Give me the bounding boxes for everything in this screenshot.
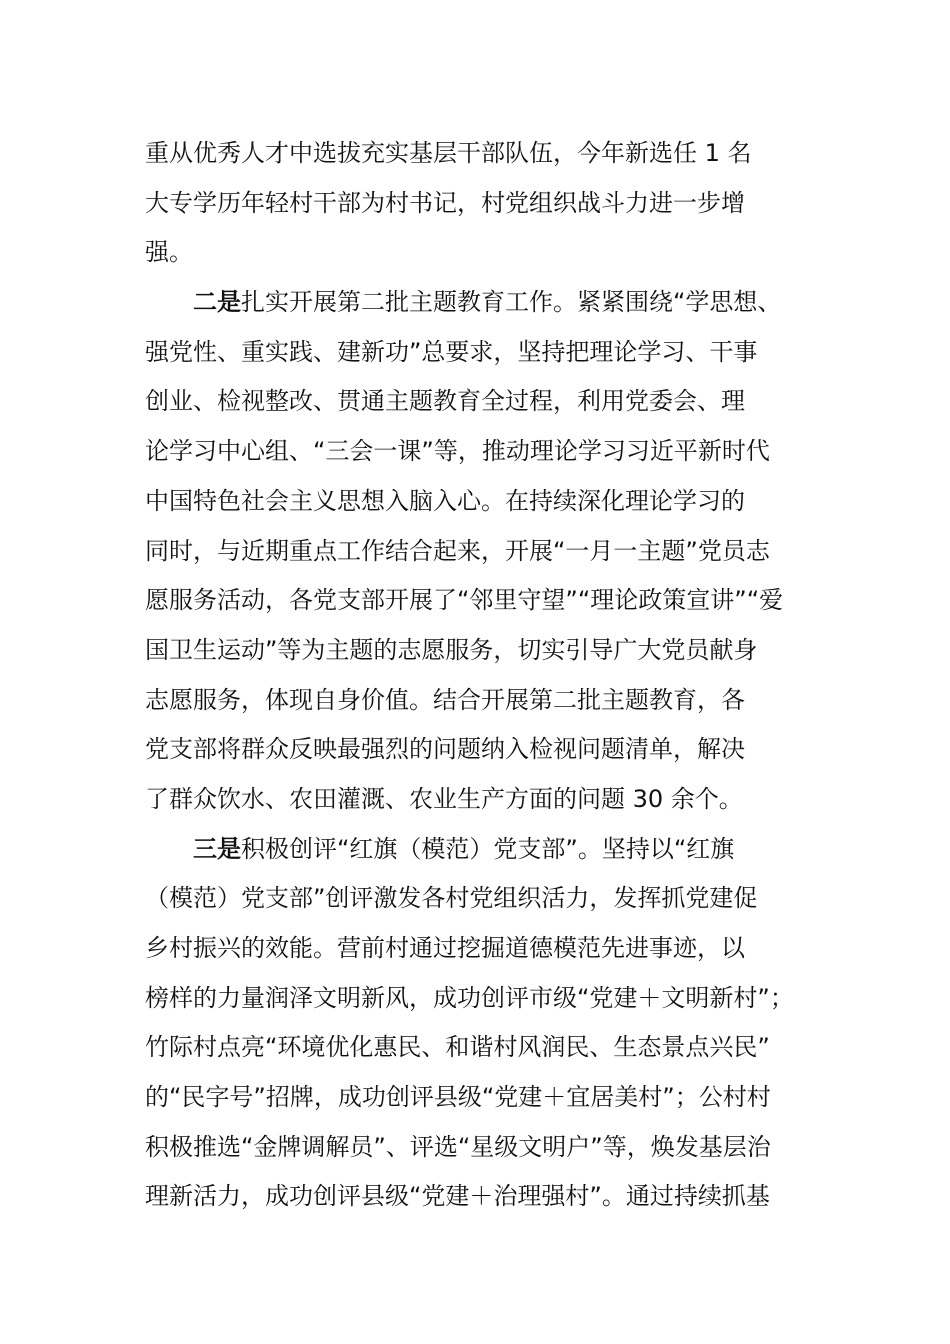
paragraph-lead: 二是 — [193, 288, 241, 317]
paragraph-lead: 三是 — [193, 834, 241, 863]
line-text: 强党性、重实践、建新功”总要求，坚持把理论学习、干事 — [145, 337, 758, 366]
line-text: 榜样的力量润泽文明新风，成功创评市级“党建＋文明新村”； — [145, 983, 794, 1012]
line-text: 中国特色社会主义思想入脑入心。在持续深化理论学习的 — [145, 486, 745, 515]
line-text: 党支部将群众反映最强烈的问题纳入检视问题清单，解决 — [145, 735, 745, 764]
line-text: （模范）党支部”创评激发各村党组织活力，发挥抓党建促 — [145, 884, 758, 913]
line-text: 积极创评“红旗（模范）党支部”。坚持以“红旗 — [241, 834, 735, 863]
text-line — [145, 427, 825, 477]
text-line — [145, 924, 825, 974]
text-line — [145, 328, 825, 378]
text-line — [145, 129, 825, 179]
text-line — [145, 1172, 825, 1222]
line-text: 乡村振兴的效能。营前村通过挖掘道德模范先进事迹，以 — [145, 934, 745, 962]
text-line — [145, 1023, 825, 1073]
text-line — [145, 477, 825, 527]
line-text: 竹际村点亮“环境优化惠民、和谐村风润民、生态景点兴民” — [145, 1033, 770, 1062]
line-text: 的“民字号”招牌，成功创评县级“党建＋宜居美村”；公村村 — [145, 1083, 771, 1112]
text-line — [145, 377, 825, 427]
paragraph-start-line — [145, 278, 825, 328]
line-text: 同时，与近期重点工作结合起来，开展“一月一主题”党员志 — [145, 536, 770, 565]
text-line — [145, 874, 825, 924]
line-text: 扎实开展第二批主题教育工作。紧紧围绕“学思想、 — [241, 288, 782, 317]
text-line — [145, 179, 825, 229]
text-line — [145, 626, 825, 676]
text-line — [145, 1073, 825, 1123]
text-line — [145, 527, 825, 577]
line-text: 大专学历年轻村干部为村书记，村党组织战斗力进一步增 — [145, 188, 745, 217]
text-line — [145, 775, 825, 825]
line-text: 创业、检视整改、贯通主题教育全过程，利用党委会、理 — [145, 387, 745, 416]
body-text — [145, 129, 825, 1222]
line-text: 理新活力，成功创评县级“党建＋治理强村”。通过持续抓基 — [145, 1182, 770, 1211]
line-text: 重从优秀人才中选拔充实基层干部队伍，今年新选任 1 名 — [145, 139, 752, 167]
paragraph-start-line — [145, 825, 825, 875]
text-line — [145, 576, 825, 626]
line-text: 积极推选“金牌调解员”、评选“星级文明户”等，焕发基层治 — [145, 1132, 771, 1161]
line-text: 愿服务活动，各党支部开展了“邻里守望”“理论政策宣讲”“爱 — [145, 586, 784, 615]
line-text: 了群众饮水、农田灌溉、农业生产方面的问题 30 余个。 — [145, 784, 743, 813]
text-line — [145, 228, 825, 278]
line-text: 国卫生运动”等为主题的志愿服务，切实引导广大党员献身 — [145, 635, 758, 664]
text-line — [145, 1123, 825, 1173]
line-text: 论学习中心组、“三会一课”等，推动理论学习习近平新时代 — [145, 437, 770, 466]
line-text: 志愿服务，体现自身价值。结合开展第二批主题教育，各 — [145, 685, 745, 714]
text-line — [145, 676, 825, 726]
line-text: 强。 — [145, 238, 193, 267]
text-line — [145, 974, 825, 1024]
text-line — [145, 725, 825, 775]
